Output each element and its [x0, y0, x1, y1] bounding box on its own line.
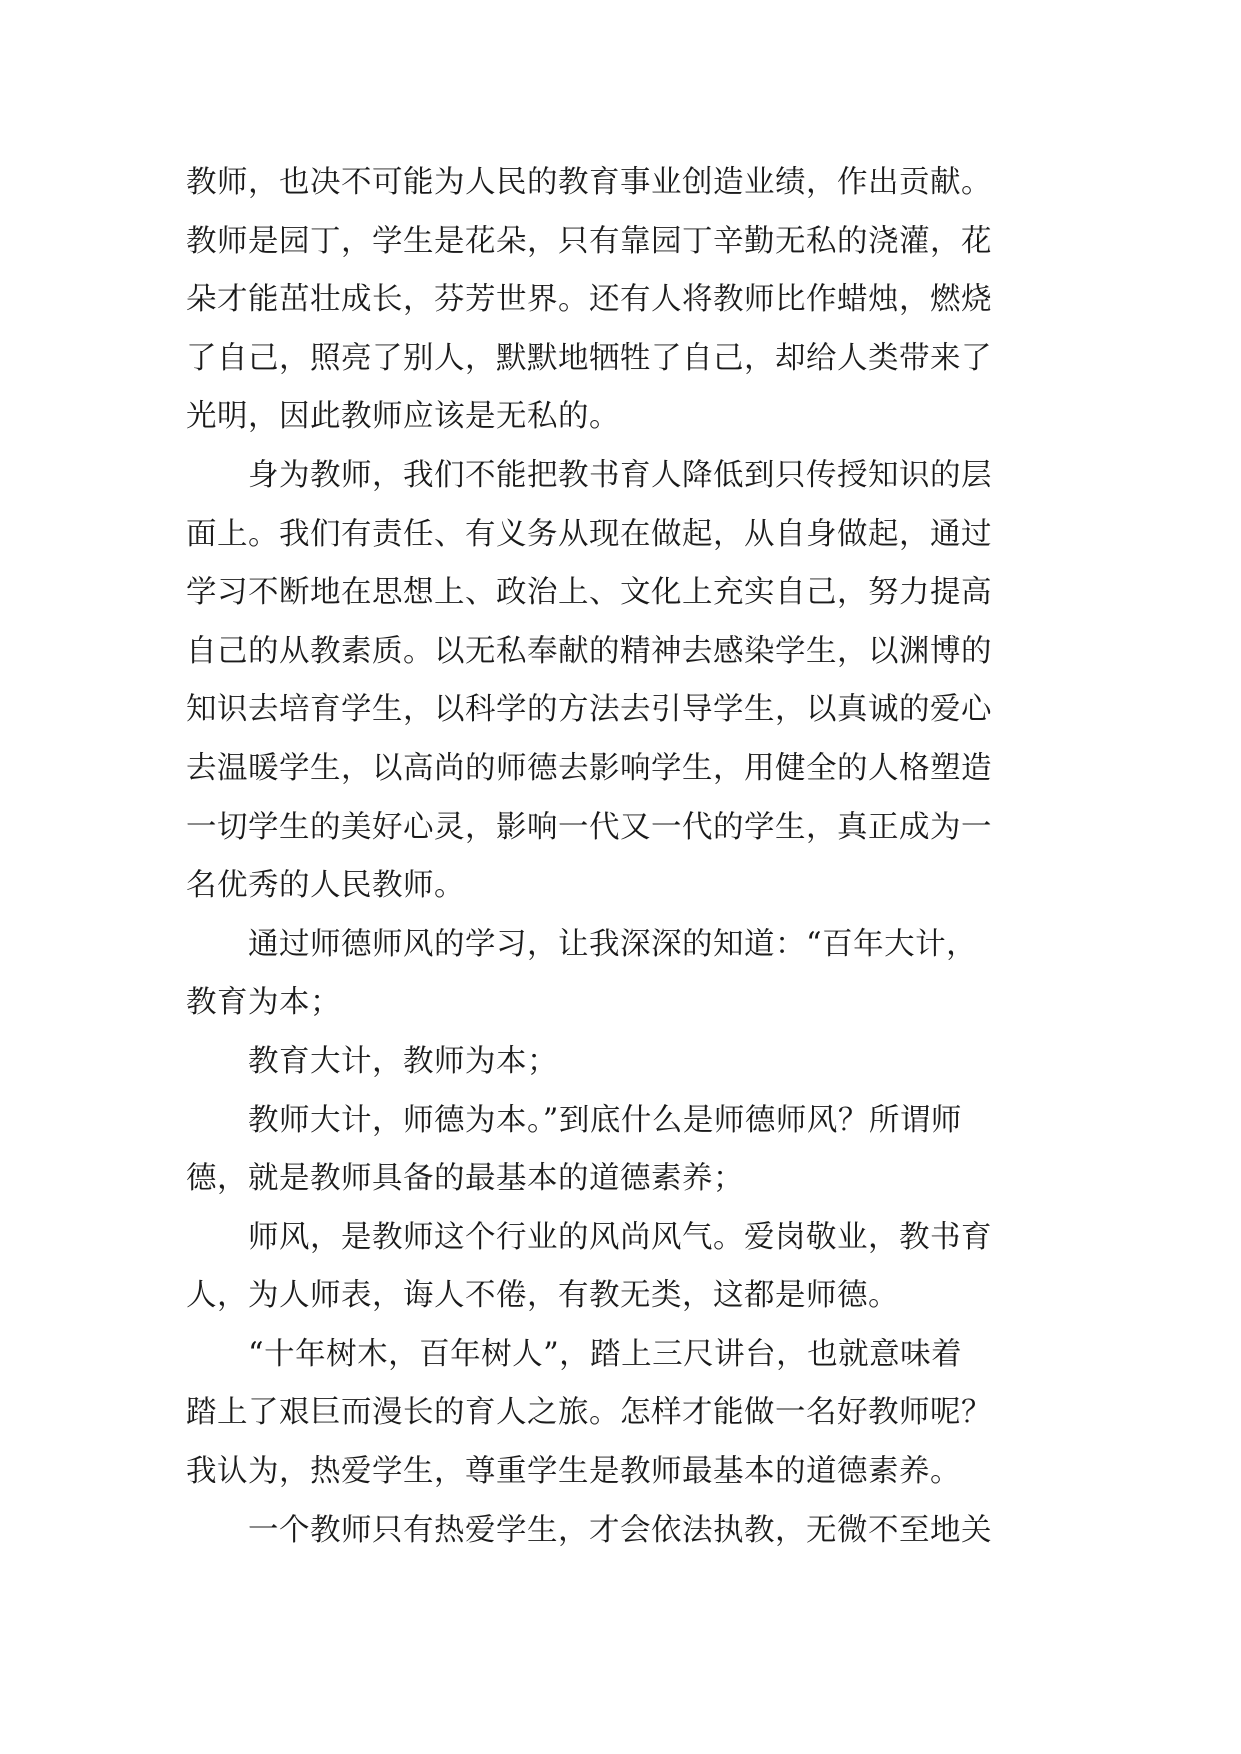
text-line: 师风，是教师这个行业的风尚风气。爱岗敬业，教书育 [248, 1219, 992, 1255]
text-line: 德，就是教师具备的最基本的道德素养； [186, 1161, 744, 1197]
text-line: “十年树木，百年树人”，踏上三尺讲台，也就意味着 [248, 1336, 963, 1372]
text-line: 知识去培育学生，以科学的方法去引导学生，以真诚的爱心 [186, 692, 992, 728]
document-body [186, 154, 1056, 1560]
text-line: 人，为人师表，诲人不倦，有教无类，这都是师德。 [186, 1278, 899, 1314]
text-line: 光明，因此教师应该是无私的。 [186, 399, 620, 435]
text-line: 教师，也决不可能为人民的教育事业创造业绩，作出贡献。 [186, 165, 992, 200]
text-line: 学习不断地在思想上、政治上、文化上充实自己，努力提高 [186, 575, 992, 611]
text-line: 一切学生的美好心灵，影响一代又一代的学生，真正成为一 [186, 809, 992, 845]
text-line: 通过师德师风的学习，让我深深的知道：“百年大计， [248, 926, 978, 962]
text-line: 名优秀的人民教师。 [186, 868, 465, 904]
text-line: 朵才能茁壮成长，芬芳世界。还有人将教师比作蜡烛，燃烧 [186, 282, 992, 318]
text-line: 教育为本； [186, 985, 341, 1021]
text-line: 我认为，热爱学生，尊重学生是教师最基本的道德素养。 [186, 1454, 961, 1490]
text-line: 教师是园丁，学生是花朵，只有靠园丁辛勤无私的浇灌，花 [186, 223, 992, 259]
text-line: 教师大计，师德为本。”到底什么是师德师风？所谓师 [248, 1102, 962, 1138]
text-line: 身为教师，我们不能把教书育人降低到只传授知识的层 [248, 457, 992, 493]
text-line: 了自己，照亮了别人，默默地牺牲了自己，却给人类带来了 [186, 340, 992, 376]
text-line: 自己的从教素质。以无私奉献的精神去感染学生，以渊博的 [186, 633, 992, 669]
text-line: 教育大计，教师为本； [248, 1043, 558, 1079]
text-line: 去温暖学生，以高尚的师德去影响学生，用健全的人格塑造 [186, 750, 992, 786]
text-line: 踏上了艰巨而漫长的育人之旅。怎样才能做一名好教师呢？ [186, 1395, 992, 1431]
text-line: 一个教师只有热爱学生，才会依法执教，无微不至地关 [248, 1512, 992, 1548]
text-line: 面上。我们有责任、有义务从现在做起，从自身做起，通过 [186, 516, 992, 552]
